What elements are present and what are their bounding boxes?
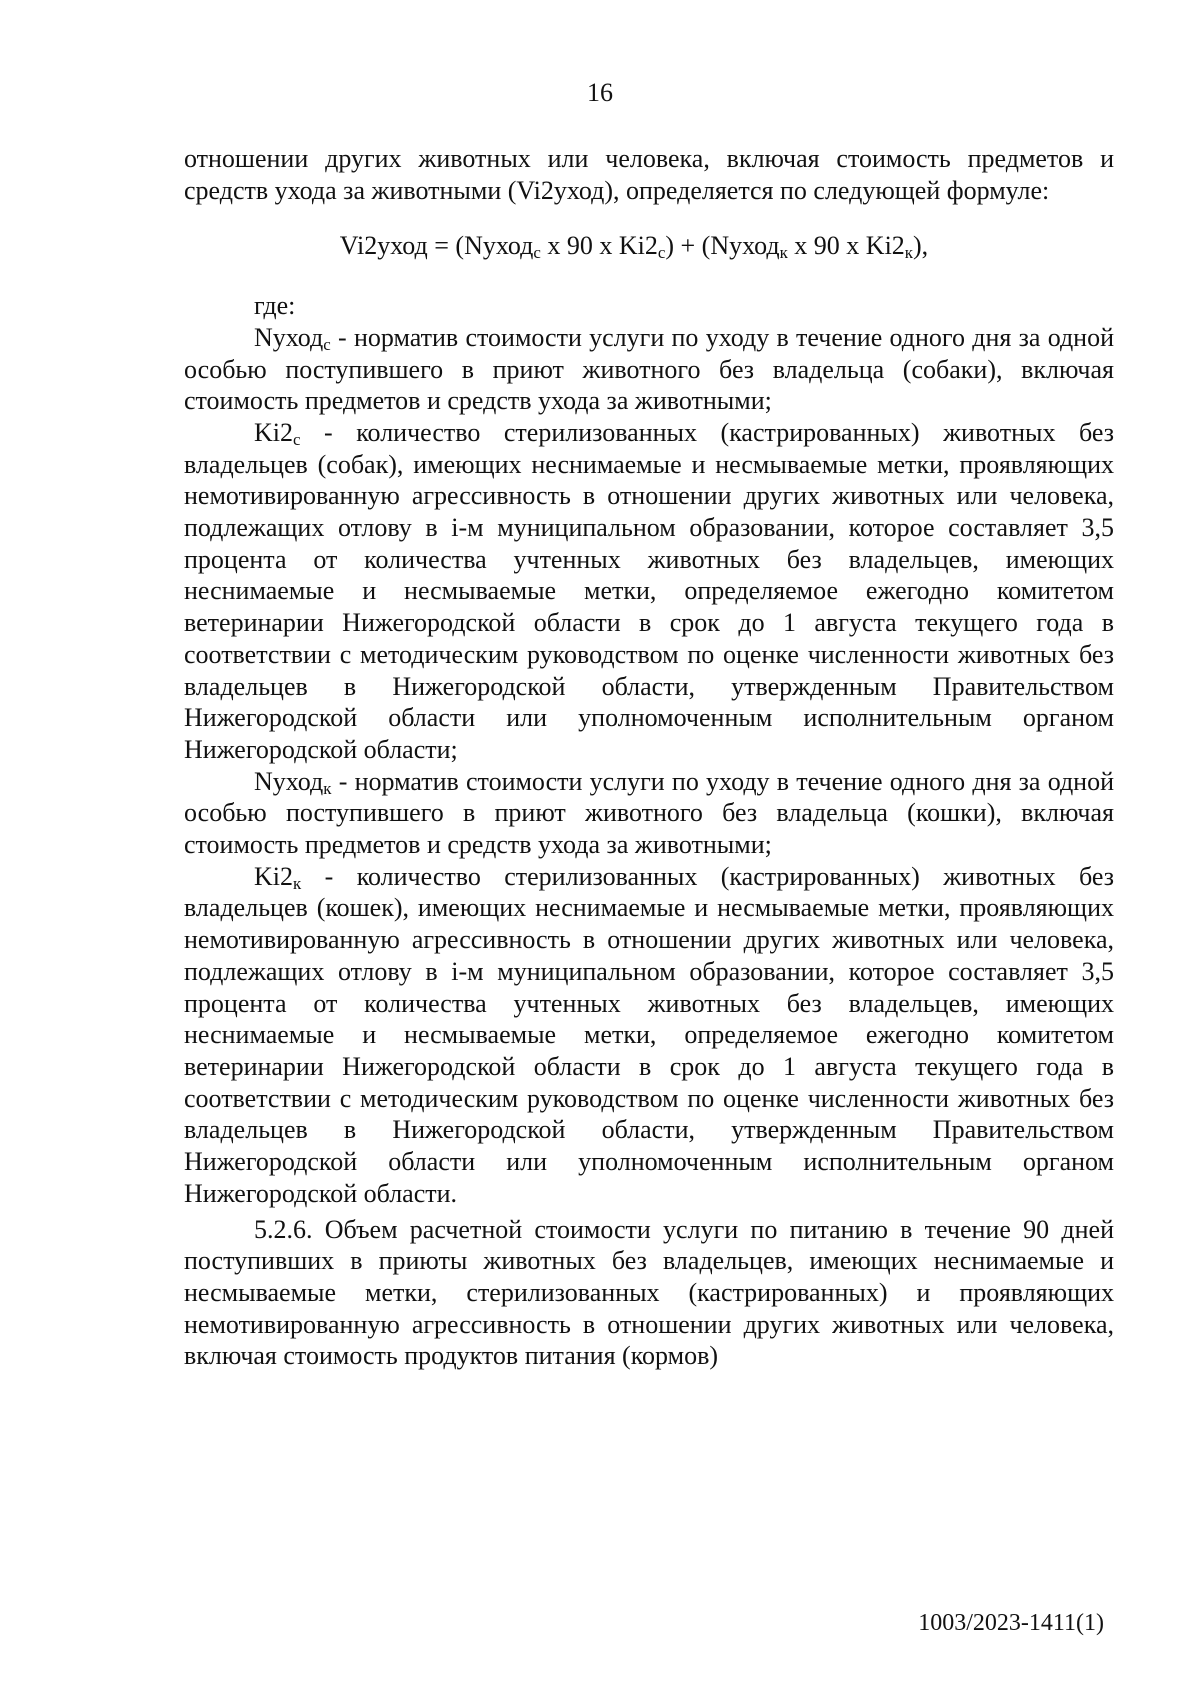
formula-t1-k: Ki2 (618, 231, 658, 261)
definition-n-dogs (184, 322, 1114, 417)
section-number: 5.2.6. (254, 1214, 313, 1244)
definition-text: - количество стерилизованных (кастрированных) животных без владельцев (собак), имеющих неснимаемые и несмываемые метки, проявляющих немотивированную агрессивность в отношении других животных или человека, подлежащих отлову в i-м муниципальном образовании, которое составляет 3,5 процента от количества учтенных животных без владельцев, имеющих неснимаемые и несмываемые метки, определяемое ежегодно комитетом ветеринарии Нижегородской области в срок до 1 августа текущего года в соответствии с методическим руководством по оценке численности животных без владельцев в Нижегородской области, утвержденным Правительством Нижегородской области или уполномоченным исполнительным органом Нижегородской области; (184, 417, 1114, 764)
definition-sub: к (293, 873, 302, 893)
definition-k-cats (184, 861, 1114, 1210)
definition-sub: с (293, 430, 301, 450)
formula-t1-var: Nуход (464, 231, 534, 261)
definition-var: Ki2 (254, 861, 293, 891)
formula-tail: ), (913, 231, 929, 261)
formula-lhs: Vi2уход (339, 231, 428, 261)
definition-k-dogs (184, 417, 1114, 766)
document-body (184, 143, 1114, 1372)
formula-eq: = ( (427, 231, 465, 261)
document-code: 1003/2023-1411(1) (918, 1610, 1104, 1636)
formula-t1-mid: x 90 x (540, 231, 619, 261)
formula-t2-ksub: к (904, 243, 914, 263)
definition-var: Nуход (254, 766, 324, 796)
formula-t1-sub: с (533, 243, 541, 263)
formula-t1-ksub: с (657, 243, 666, 263)
definition-var: Nуход (254, 322, 324, 352)
section-5-2-6 (184, 1214, 1114, 1373)
page-number: 16 (587, 78, 613, 107)
section-text: Объем расчетной стоимости услуги по питанию в течение 90 дней поступивших в приюты животных без владельцев, имеющих неснимаемые и несмываемые метки, стерилизованных (кастрированных) и проявляющих немотивированную агрессивность в отношении других животных или человека, включая стоимость продуктов питания (кормов) (184, 1214, 1114, 1371)
formula-t2-k: Ki2 (865, 231, 905, 261)
where-label: где: (254, 291, 296, 321)
formula-t2-mid: x 90 x (787, 231, 866, 261)
formula-join: ) + ( (665, 231, 711, 261)
formula-t2-sub: к (779, 243, 788, 263)
definition-text: - количество стерилизованных (кастрированных) животных без владельцев (кошек), имеющих неснимаемые и несмываемые метки, проявляющих немотивированную агрессивность в отношении других животных или человека, подлежащих отлову в i-м муниципальном образовании, которое составляет 3,5 процента от количества учтенных животных без владельцев, имеющих неснимаемые и несмываемые метки, определяемое ежегодно комитетом ветеринарии Нижегородской области в срок до 1 августа текущего года в соответствии с методическим руководством по оценке численности животных без владельцев в Нижегородской области, утвержденным Правительством Нижегородской области или уполномоченным исполнительным органом Нижегородской области. (184, 861, 1114, 1208)
formula-t2-var: Nуход (710, 231, 780, 261)
definition-var: Ki2 (254, 417, 293, 447)
definition-sub: с (323, 335, 331, 355)
formula (194, 230, 1114, 262)
definition-text: - норматив стоимости услуги по уходу в течение одного дня за одной особью поступившего в приют животного без владельца (кошки), включая стоимость предметов и средств ухода за животными; (184, 766, 1114, 860)
definition-n-cats (184, 766, 1114, 861)
definition-text: - норматив стоимости услуги по уходу в течение одного дня за одной особью поступившего в приют животного без владельца (собаки), включая стоимость предметов и средств ухода за животными; (184, 322, 1114, 416)
definition-sub: к (323, 778, 332, 798)
intro-paragraph: отношении других животных или человека, включая стоимость предметов и средств ухода за животными (Vi2уход), определяется по следующей формуле: (184, 144, 1114, 205)
